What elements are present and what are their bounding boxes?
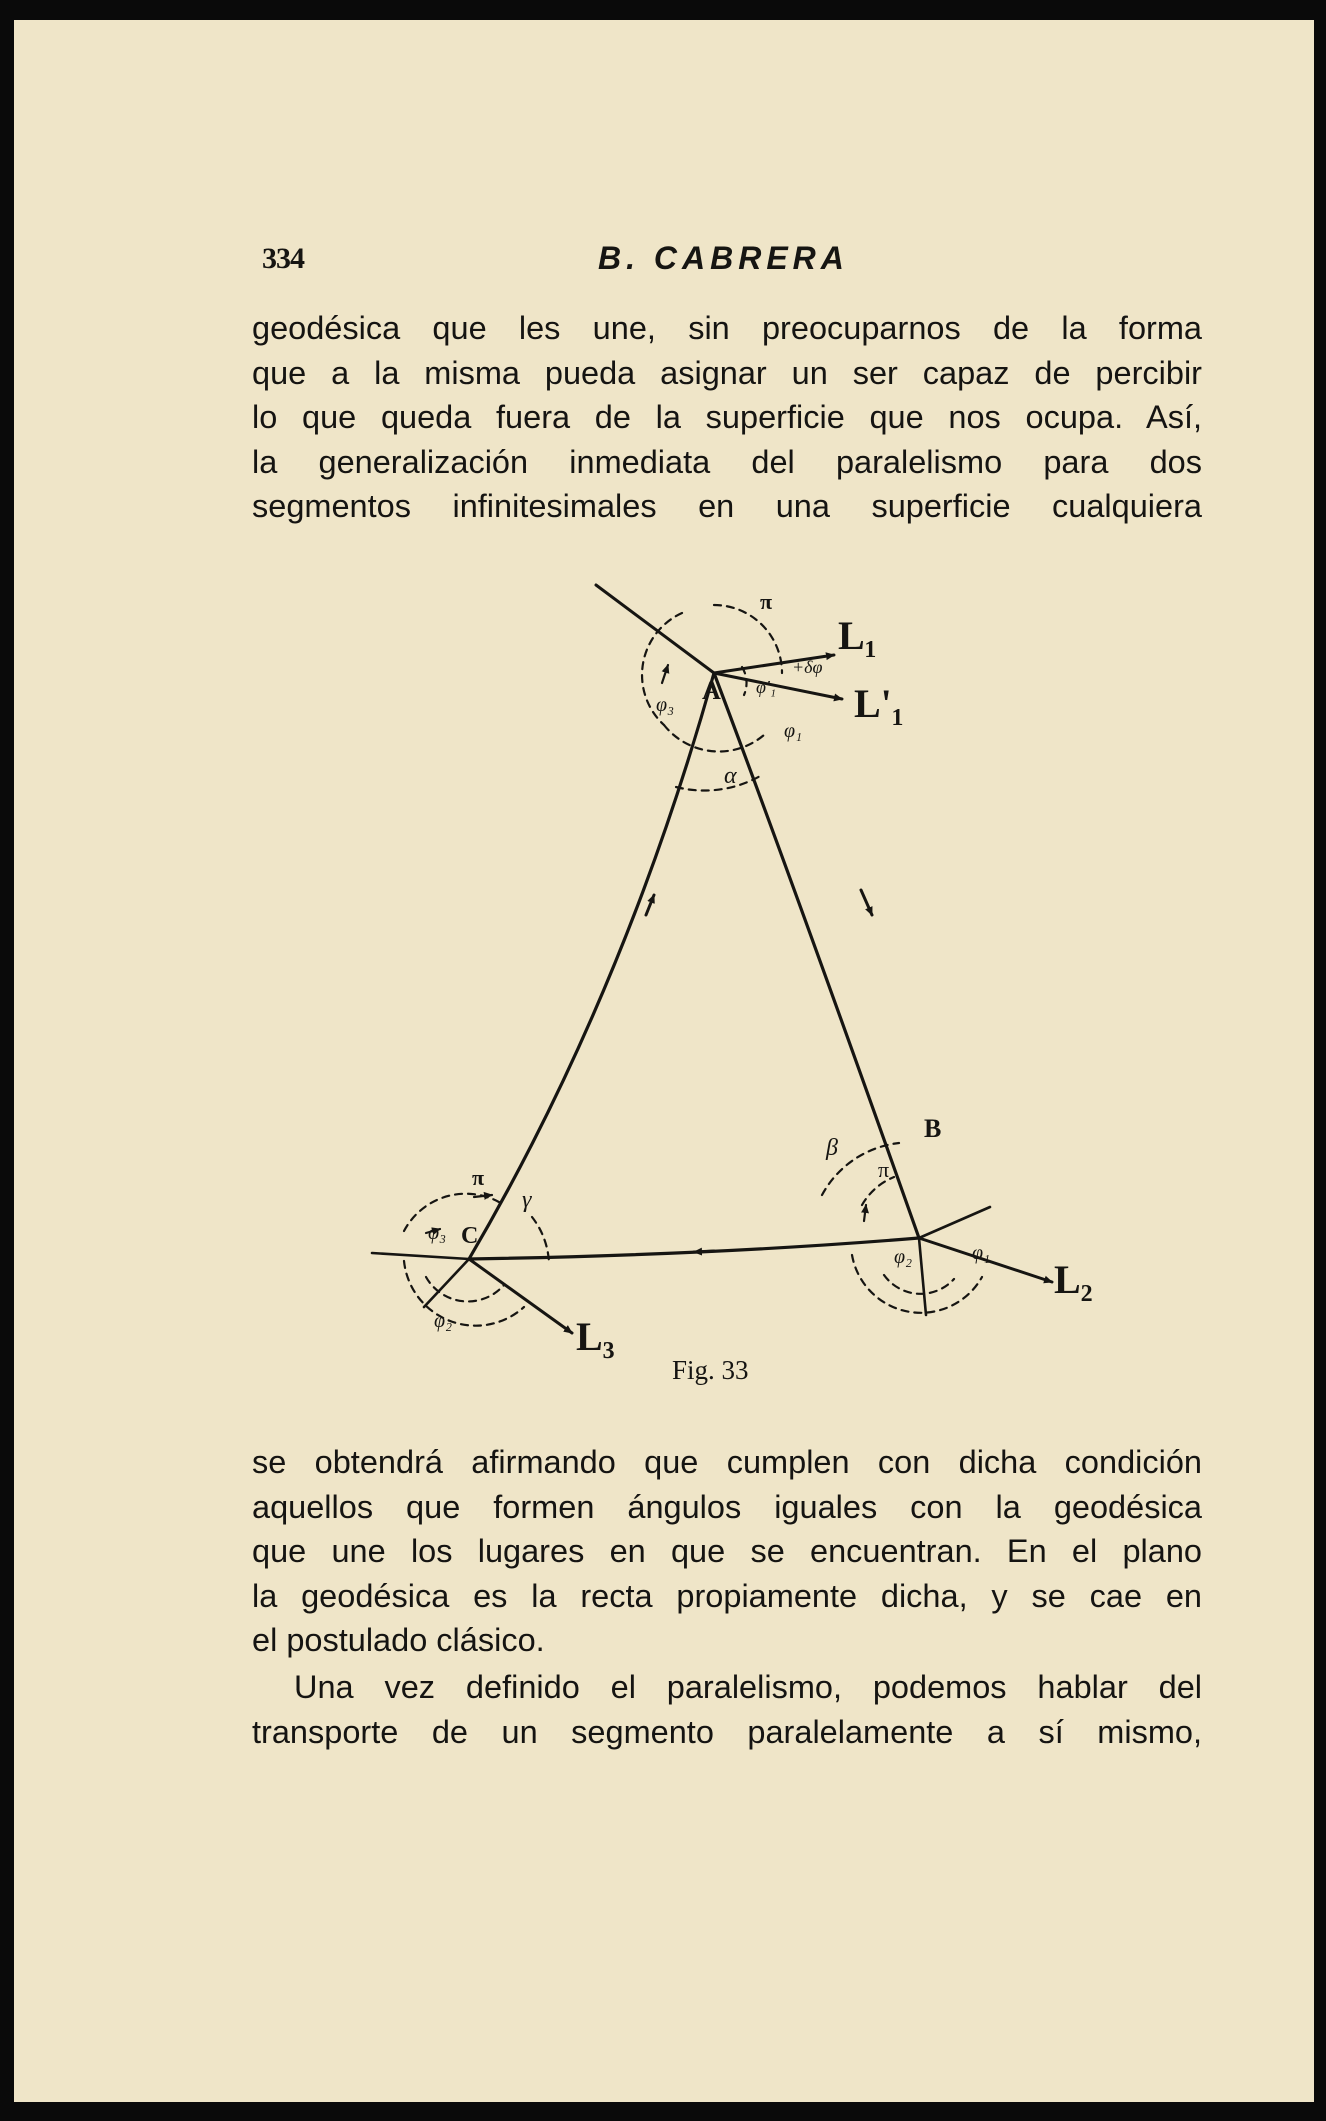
running-title: B. CABRERA — [598, 240, 849, 276]
label-beta: β — [826, 1135, 838, 1161]
label-delta-phi: +δφ — [792, 657, 823, 677]
line-B-upper — [919, 1207, 990, 1238]
text-line: la geodésica es la recta propiamente dicha, y se cae en — [252, 1577, 1202, 1614]
paragraph-bottom — [252, 1440, 1202, 1663]
arc-C-lower — [404, 1261, 524, 1326]
label-phi1-A: φ₁ — [784, 720, 803, 742]
label-alpha: α — [724, 763, 737, 789]
text-line: lo que queda fuera de la superficie que nos ocupa. Así, — [252, 399, 1202, 435]
arc-A-lower — [664, 725, 764, 752]
geodesic-AB — [714, 673, 919, 1238]
line-B-lower — [919, 1238, 926, 1315]
arrow-on-BC — [694, 1251, 714, 1252]
arc-B-inner — [884, 1275, 954, 1294]
label-phi3-A: φ₃ — [656, 694, 675, 716]
text-line: que a la misma pueda asignar un ser capaz de percibir — [252, 354, 1202, 391]
vector-L1-prime — [714, 673, 842, 699]
geodesic-triangle-diagram — [364, 565, 1093, 1365]
label-pi-B: π — [878, 1157, 890, 1182]
figure-caption: Fig. 33 — [672, 1355, 749, 1385]
label-L2: L₂ — [1054, 1257, 1093, 1302]
text-line: se obtendrá afirmando que cumplen con dicha condición — [252, 1444, 1202, 1480]
label-phi2-C: φ₂ — [434, 1310, 453, 1332]
label-pi-A: π — [760, 589, 773, 614]
label-phi1-prime-A: φ'₁ — [756, 677, 777, 697]
text-line: que une los lugares en que se encuentran. En el plano — [252, 1533, 1202, 1569]
text-line: transporte de un segmento paralelamente a sí mismo, — [252, 1713, 1202, 1750]
paragraph-next — [252, 1665, 1202, 1754]
arrow-on-CA — [646, 895, 654, 915]
text-line: geodésica que les une, sin preocuparnos de la forma — [252, 310, 1202, 346]
label-phi2-B: φ₂ — [894, 1246, 913, 1268]
incoming-line — [596, 585, 714, 673]
arc-B-lower — [852, 1255, 982, 1313]
label-L3: L₃ — [576, 1314, 615, 1359]
label-phi3-C: φ₃ — [428, 1222, 447, 1244]
label-L1-prime: L'₁ — [854, 681, 904, 726]
line-C-left — [372, 1253, 469, 1259]
label-L1: L₁ — [838, 613, 877, 658]
vector-L3 — [469, 1259, 572, 1333]
label-gamma: γ — [522, 1187, 532, 1213]
running-head — [252, 238, 1152, 288]
label-pi-C: π — [472, 1165, 485, 1190]
label-C: C — [461, 1223, 479, 1249]
figure-33 — [364, 565, 1093, 1365]
geodesic-CA — [469, 673, 714, 1259]
arrow-on-AB — [861, 890, 872, 915]
arc-alpha — [676, 775, 762, 791]
arc-C-inner — [426, 1277, 504, 1301]
page-number: 334 — [262, 242, 304, 275]
arc-A-inner — [742, 667, 747, 695]
text-line: segmentos infinitesimales en una superficie cualquiera — [252, 488, 1202, 524]
arc-A-upper — [714, 605, 782, 673]
text-line: el postulado clásico. — [252, 1622, 545, 1658]
label-phi1-B: φ₁ — [972, 1242, 991, 1264]
text-line: Una vez definido el paralelismo, podemos hablar del — [294, 1669, 1202, 1705]
text-line: aquellos que formen ángulos iguales con la geodésica — [252, 1488, 1202, 1525]
label-A: A — [702, 676, 721, 705]
label-B: B — [924, 1114, 942, 1143]
paragraph-top — [252, 306, 1202, 529]
text-line: la generalización inmediata del paralelismo para dos — [252, 443, 1202, 480]
book-page — [14, 20, 1314, 2102]
